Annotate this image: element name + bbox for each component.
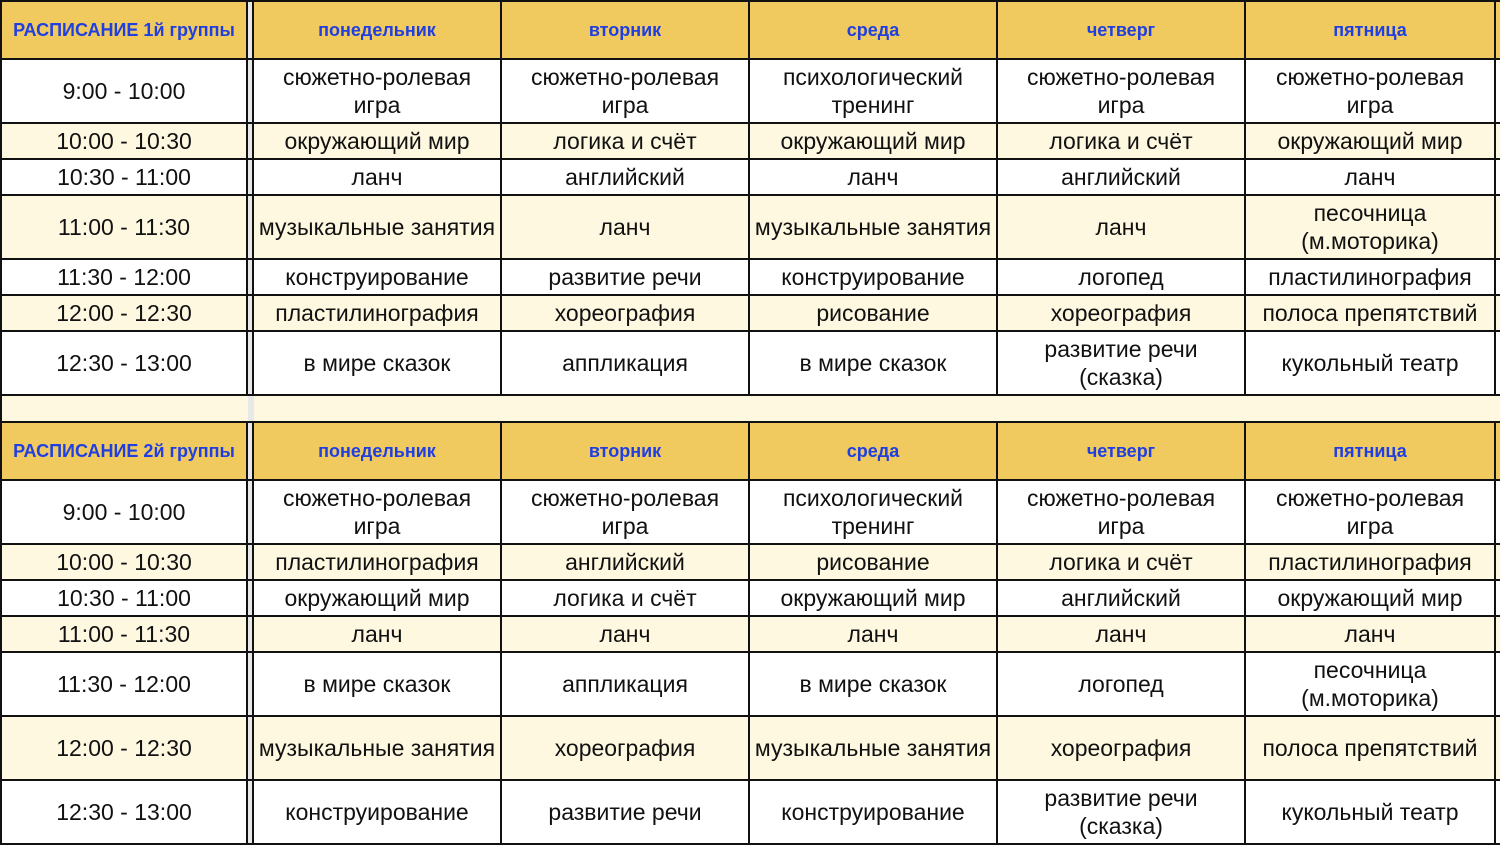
activity-cell: полоса препятствий [1246,296,1496,330]
activity-cell: хореография [998,296,1246,330]
activity-cell: рисование [750,545,998,579]
table-row [0,481,1500,545]
activity-cell: логопед [998,260,1246,294]
activity-cell: сюжетно-ролевая игра [998,481,1246,543]
table-row [0,581,1500,617]
time-slot: 9:00 - 10:00 [0,481,248,543]
activity-cell: музыкальные занятия [750,196,998,258]
table-row [0,296,1500,332]
activity-cell: окружающий мир [750,124,998,158]
activity-cell: окружающий мир [1246,581,1496,615]
activity-cell: музыкальные занятия [750,717,998,779]
schedule-title: РАСПИСАНИЕ 2й группы [0,423,248,479]
day-header: понедельник [254,2,502,58]
table-row [0,124,1500,160]
activity-cell: хореография [998,717,1246,779]
time-slot: 11:30 - 12:00 [0,260,248,294]
activity-cell: конструирование [254,260,502,294]
day-header: среда [750,423,998,479]
activity-cell: психологический тренинг [750,481,998,543]
activity-cell: сюжетно-ролевая игра [1246,60,1496,122]
activity-cell: музыкальные занятия [254,717,502,779]
activity-cell: пластилинография [254,296,502,330]
time-slot: 10:30 - 11:00 [0,581,248,615]
activity-cell: логопед [998,653,1246,715]
day-header: вторник [502,2,750,58]
activity-cell: ланч [502,617,750,651]
activity-cell: песочница (м.моторика) [1246,653,1496,715]
day-header: четверг [998,2,1246,58]
time-slot: 10:30 - 11:00 [0,160,248,194]
time-slot: 9:00 - 10:00 [0,60,248,122]
activity-cell: окружающий мир [750,581,998,615]
activity-cell: ланч [998,196,1246,258]
activity-cell: английский [998,160,1246,194]
activity-cell: в мире сказок [750,653,998,715]
activity-cell: сюжетно-ролевая игра [1246,481,1496,543]
day-header: четверг [998,423,1246,479]
time-slot: 12:30 - 13:00 [0,781,248,843]
activity-cell: конструирование [254,781,502,843]
activity-cell: развитие речи [502,781,750,843]
activity-cell: конструирование [750,781,998,843]
activity-cell: пластилинография [254,545,502,579]
activity-cell: музыкальные занятия [254,196,502,258]
activity-cell: психологический тренинг [750,60,998,122]
table-row [0,60,1500,124]
table-row [0,617,1500,653]
activity-cell: ланч [502,196,750,258]
activity-cell: хореография [502,296,750,330]
time-slot: 12:00 - 12:30 [0,296,248,330]
activity-cell: аппликация [502,332,750,394]
time-slot: 12:30 - 13:00 [0,332,248,394]
activity-cell: развитие речи (сказка) [998,332,1246,394]
time-slot: 10:00 - 10:30 [0,545,248,579]
day-header: среда [750,2,998,58]
time-slot: 11:00 - 11:30 [0,617,248,651]
schedule-table-group-2 [0,421,1500,845]
header-row [0,0,1500,60]
activity-cell: аппликация [502,653,750,715]
activity-cell: ланч [1246,617,1496,651]
activity-cell: пластилинография [1246,260,1496,294]
activity-cell: в мире сказок [254,332,502,394]
activity-cell: ланч [998,617,1246,651]
time-slot: 10:00 - 10:30 [0,124,248,158]
activity-cell: развитие речи [502,260,750,294]
activity-cell: сюжетно-ролевая игра [998,60,1246,122]
spacer-row [0,396,1500,421]
table-row [0,545,1500,581]
activity-cell: английский [502,545,750,579]
activity-cell: ланч [1246,160,1496,194]
activity-cell: в мире сказок [254,653,502,715]
activity-cell: песочница (м.моторика) [1246,196,1496,258]
table-row [0,160,1500,196]
table-row [0,717,1500,781]
day-header: пятница [1246,423,1496,479]
activity-cell: логика и счёт [502,124,750,158]
activity-cell: кукольный театр [1246,332,1496,394]
activity-cell: ланч [254,160,502,194]
activity-cell: логика и счёт [998,124,1246,158]
activity-cell: хореография [502,717,750,779]
activity-cell: окружающий мир [254,581,502,615]
activity-cell: в мире сказок [750,332,998,394]
activity-cell: ланч [254,617,502,651]
day-header: пятница [1246,2,1496,58]
schedule-table-group-1 [0,0,1500,396]
table-row [0,781,1500,845]
activity-cell: пластилинография [1246,545,1496,579]
header-row [0,421,1500,481]
activity-cell: развитие речи (сказка) [998,781,1246,843]
activity-cell: сюжетно-ролевая игра [254,481,502,543]
table-row [0,332,1500,396]
day-header: понедельник [254,423,502,479]
activity-cell: ланч [750,617,998,651]
activity-cell: ланч [750,160,998,194]
time-slot: 12:00 - 12:30 [0,717,248,779]
activity-cell: английский [502,160,750,194]
activity-cell: сюжетно-ролевая игра [502,481,750,543]
day-header: вторник [502,423,750,479]
table-row [0,653,1500,717]
table-row [0,260,1500,296]
activity-cell: английский [998,581,1246,615]
activity-cell: логика и счёт [502,581,750,615]
activity-cell: рисование [750,296,998,330]
activity-cell: полоса препятствий [1246,717,1496,779]
table-row [0,196,1500,260]
schedule-title: РАСПИСАНИЕ 1й группы [0,2,248,58]
activity-cell: кукольный театр [1246,781,1496,843]
time-slot: 11:30 - 12:00 [0,653,248,715]
activity-cell: конструирование [750,260,998,294]
activity-cell: логика и счёт [998,545,1246,579]
activity-cell: сюжетно-ролевая игра [502,60,750,122]
activity-cell: сюжетно-ролевая игра [254,60,502,122]
time-slot: 11:00 - 11:30 [0,196,248,258]
activity-cell: окружающий мир [1246,124,1496,158]
activity-cell: окружающий мир [254,124,502,158]
